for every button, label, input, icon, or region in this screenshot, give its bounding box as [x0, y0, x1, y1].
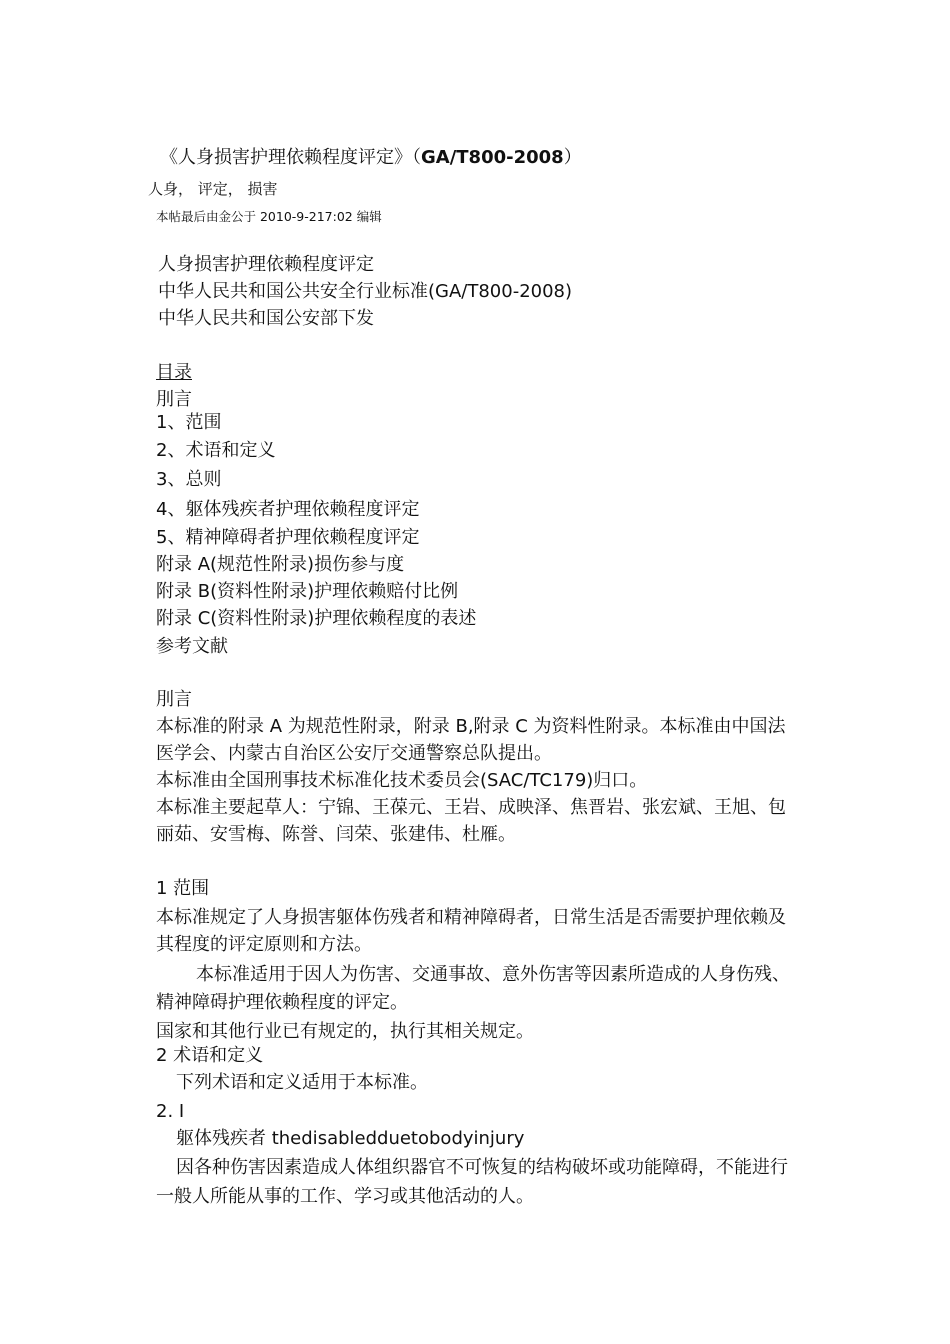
terms-intro: 下列术语和定义适用于本标准。: [176, 1072, 428, 1093]
toc-item: 刖言: [156, 389, 192, 410]
term-definition: 一般人所能从事的工作、学习或其他活动的人。: [156, 1186, 534, 1207]
toc-item: 附录 B(资料性附录)护理依赖赔付比例: [156, 581, 459, 602]
scope-line: 国家和其他行业已有规定的，执行其相关规定。: [156, 1021, 534, 1042]
toc-item: 5、精神障碍者护理依赖程度评定: [156, 527, 420, 548]
toc-item: 1、范围: [156, 412, 222, 433]
doc-name: 人身损害护理依赖程度评定: [158, 254, 374, 275]
scope-line: 其程度的评定原则和方法。: [156, 934, 372, 955]
doc-standard: 中华人民共和国公共安全行业标准(GA/T800-2008): [158, 281, 573, 302]
title-standard-code: GA/T800-2008: [421, 147, 564, 168]
tag-list: 人身， 评定， 损害: [148, 180, 278, 198]
foreword-line: 丽茹、安雪梅、陈誉、闫荣、张建伟、杜雁。: [156, 824, 516, 845]
foreword-line: 医学会、内蒙古自治区公安厅交通警察总队提出。: [156, 743, 552, 764]
title-close-paren: ）: [563, 147, 582, 168]
scope-line: 本标准适用于因人为伤害、交通事故、意外伤害等因素所造成的人身伤残、: [196, 964, 790, 985]
toc-item: 附录 A(规范性附录)损伤参与度: [156, 554, 405, 575]
document-title: [160, 149, 582, 167]
term-entry: 躯体残疾者 thedisabledduetobodyinjury: [176, 1128, 525, 1149]
term-definition: 因各种伤害因素造成人体组织器官不可恢复的结构破坏或功能障碍，不能进行: [176, 1157, 788, 1178]
foreword-line: 本标准的附录 A 为规范性附录，附录 B,附录 C 为资料性附录。本标准由中国法: [156, 716, 786, 737]
toc-item: 附录 C(资料性附录)护理依赖程度的表述: [156, 608, 477, 629]
edit-note: 本帖最后由金公于 2010-9-217:02 编辑: [156, 209, 382, 224]
foreword-line: 本标准主要起草人：宁锦、王葆元、王岩、成映泽、焦晋岩、张宏斌、王旭、包: [156, 797, 786, 818]
scope-line: 精神障碍护理依赖程度的评定。: [156, 992, 408, 1013]
title-text: 《人身损害护理依赖程度评定》（: [160, 147, 421, 168]
scope-line: 本标准规定了人身损害躯体伤残者和精神障碍者，日常生活是否需要护理依赖及: [156, 907, 786, 928]
doc-issuer: 中华人民共和国公安部下发: [158, 308, 374, 329]
terms-subsection: 2. I: [156, 1101, 185, 1122]
toc-item: 2、术语和定义: [156, 440, 276, 461]
foreword-heading: 刖言: [156, 689, 192, 710]
toc-item: 参考文献: [156, 636, 228, 657]
toc-item: 3、总则: [156, 469, 222, 490]
toc-item: 4、躯体残疾者护理依赖程度评定: [156, 499, 420, 520]
terms-heading: 2 术语和定义: [156, 1045, 264, 1066]
scope-heading: 1 范围: [156, 878, 210, 899]
foreword-line: 本标准由全国刑事技术标准化技术委员会(SAC/TC179)归口。: [156, 770, 648, 791]
toc-heading: 目录: [156, 362, 192, 383]
